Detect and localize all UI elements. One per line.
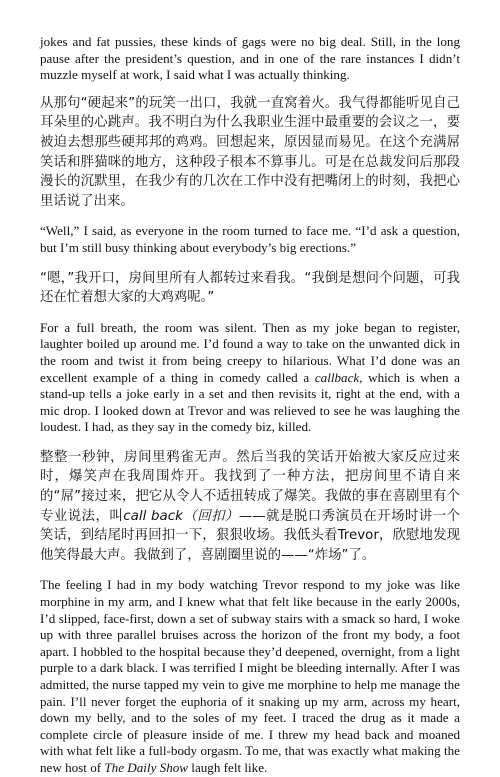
italic-term-callback: callback, <box>314 369 363 385</box>
text-run: “嗯，”我开口，房间里所有人都转过来看我。“我倒是想问个问题，可我还在忙着想大家的大鸡鸡呢。” <box>40 270 460 306</box>
text-run: which is when a stand-up tells a joke early in a set and then revisits it, right at the end, with a mic drop. I looked down at Trevor and was relieved to see he was laughing the loudest. I had, as they say in the comedy biz, killed. <box>40 369 460 435</box>
paragraph-zh-1 <box>40 94 460 212</box>
italic-term-call-back: call back（回扣） <box>123 508 239 524</box>
italic-title-daily-show: The Daily Show <box>104 759 189 775</box>
paragraph-zh-3 <box>40 448 460 566</box>
paragraph-en-4 <box>40 577 460 776</box>
text-run: For a full breath, the room was silent. Then as my joke began to register, laughter boiled up around me. I’d found a way to take on the unwanted dick in the room and twist it from being creepy to hilarious. What I’d done was an excellent example of a thing in comedy called a <box>40 319 460 385</box>
text-run: ——就是脱口秀演员在开场时讲一个笑话，到结尾时再回扣一下，狠狠收场。我低头看Trevor，欣慰地发现他笑得最大声。我做到了，喜剧圈里说的——“炸场”了。 <box>40 508 461 563</box>
paragraph-en-3 <box>40 320 460 436</box>
text-run: laugh felt like. <box>188 759 268 775</box>
paragraph-en-2 <box>40 223 460 256</box>
text-run: 从那句“硬起来”的玩笑一出口，我就一直窝着火。我气得都能听见自己耳朵里的心跳声。我不明白为什么我职业生涯中最重要的会议之一，要被迫去想那些硬邦邦的鸡鸡。回想起来，原因显而易见。在这个充满屌笑话和胖猫咪的地方，这种段子根本不算事儿。可是在总裁发问后那段漫长的沉默里，在我少有的几次在工作中没有把嘴闭上的时刻，我把心里话说了出来。 <box>40 95 460 209</box>
text-run: 整整一秒钟，房间里鸦雀无声。然后当我的笑话开始被大家反应过来时，爆笑声在我周围炸开。我找到了一种方法，把房间里不请自来的“屌”接过来，把它从令人不适扭转成了爆笑。我做的事在喜剧里有个专业说法，叫 <box>40 449 460 524</box>
text-run: The feeling I had in my body watching Trevor respond to my joke was like morphine in my arm, and I knew what that felt like because in the early 2000s, I’d slipped, face-first, down a set of subway stairs with a smack so hard, I woke up with three parallel bruises across the horizon of the front my body, a foot apart. I hobbled to the hospital because they’d deepened, overnight, from a light purple to a dark black. I was terrified I might be bleeding internally. After I was admitted, the nurse tapped my vein to give me morphine to help me manage the pain. I’ll never forget the euphoria of it snaking up my arm, across my heart, down my belly, and to the soles of my feet. I traced the drug as it made a complete circle of pleasure inside of me. I threw my head back and moaned with what felt like a full-body orgasm. To me, that was exactly what making the new host of <box>40 577 460 775</box>
text-run: jokes and fat pussies, these kinds of gags were no big deal. Still, in the long pause after the president’s question, and in one of the rare instances I didn’t muzzle myself at work, I said what I was actually thinking. <box>40 34 460 83</box>
paragraph-en-1 <box>40 34 460 84</box>
paragraph-zh-2 <box>40 269 460 308</box>
text-run: “Well,” I said, as everyone in the room turned to face me. “I’d ask a question, but I’m still busy thinking about everybody’s big erections.” <box>40 223 460 255</box>
